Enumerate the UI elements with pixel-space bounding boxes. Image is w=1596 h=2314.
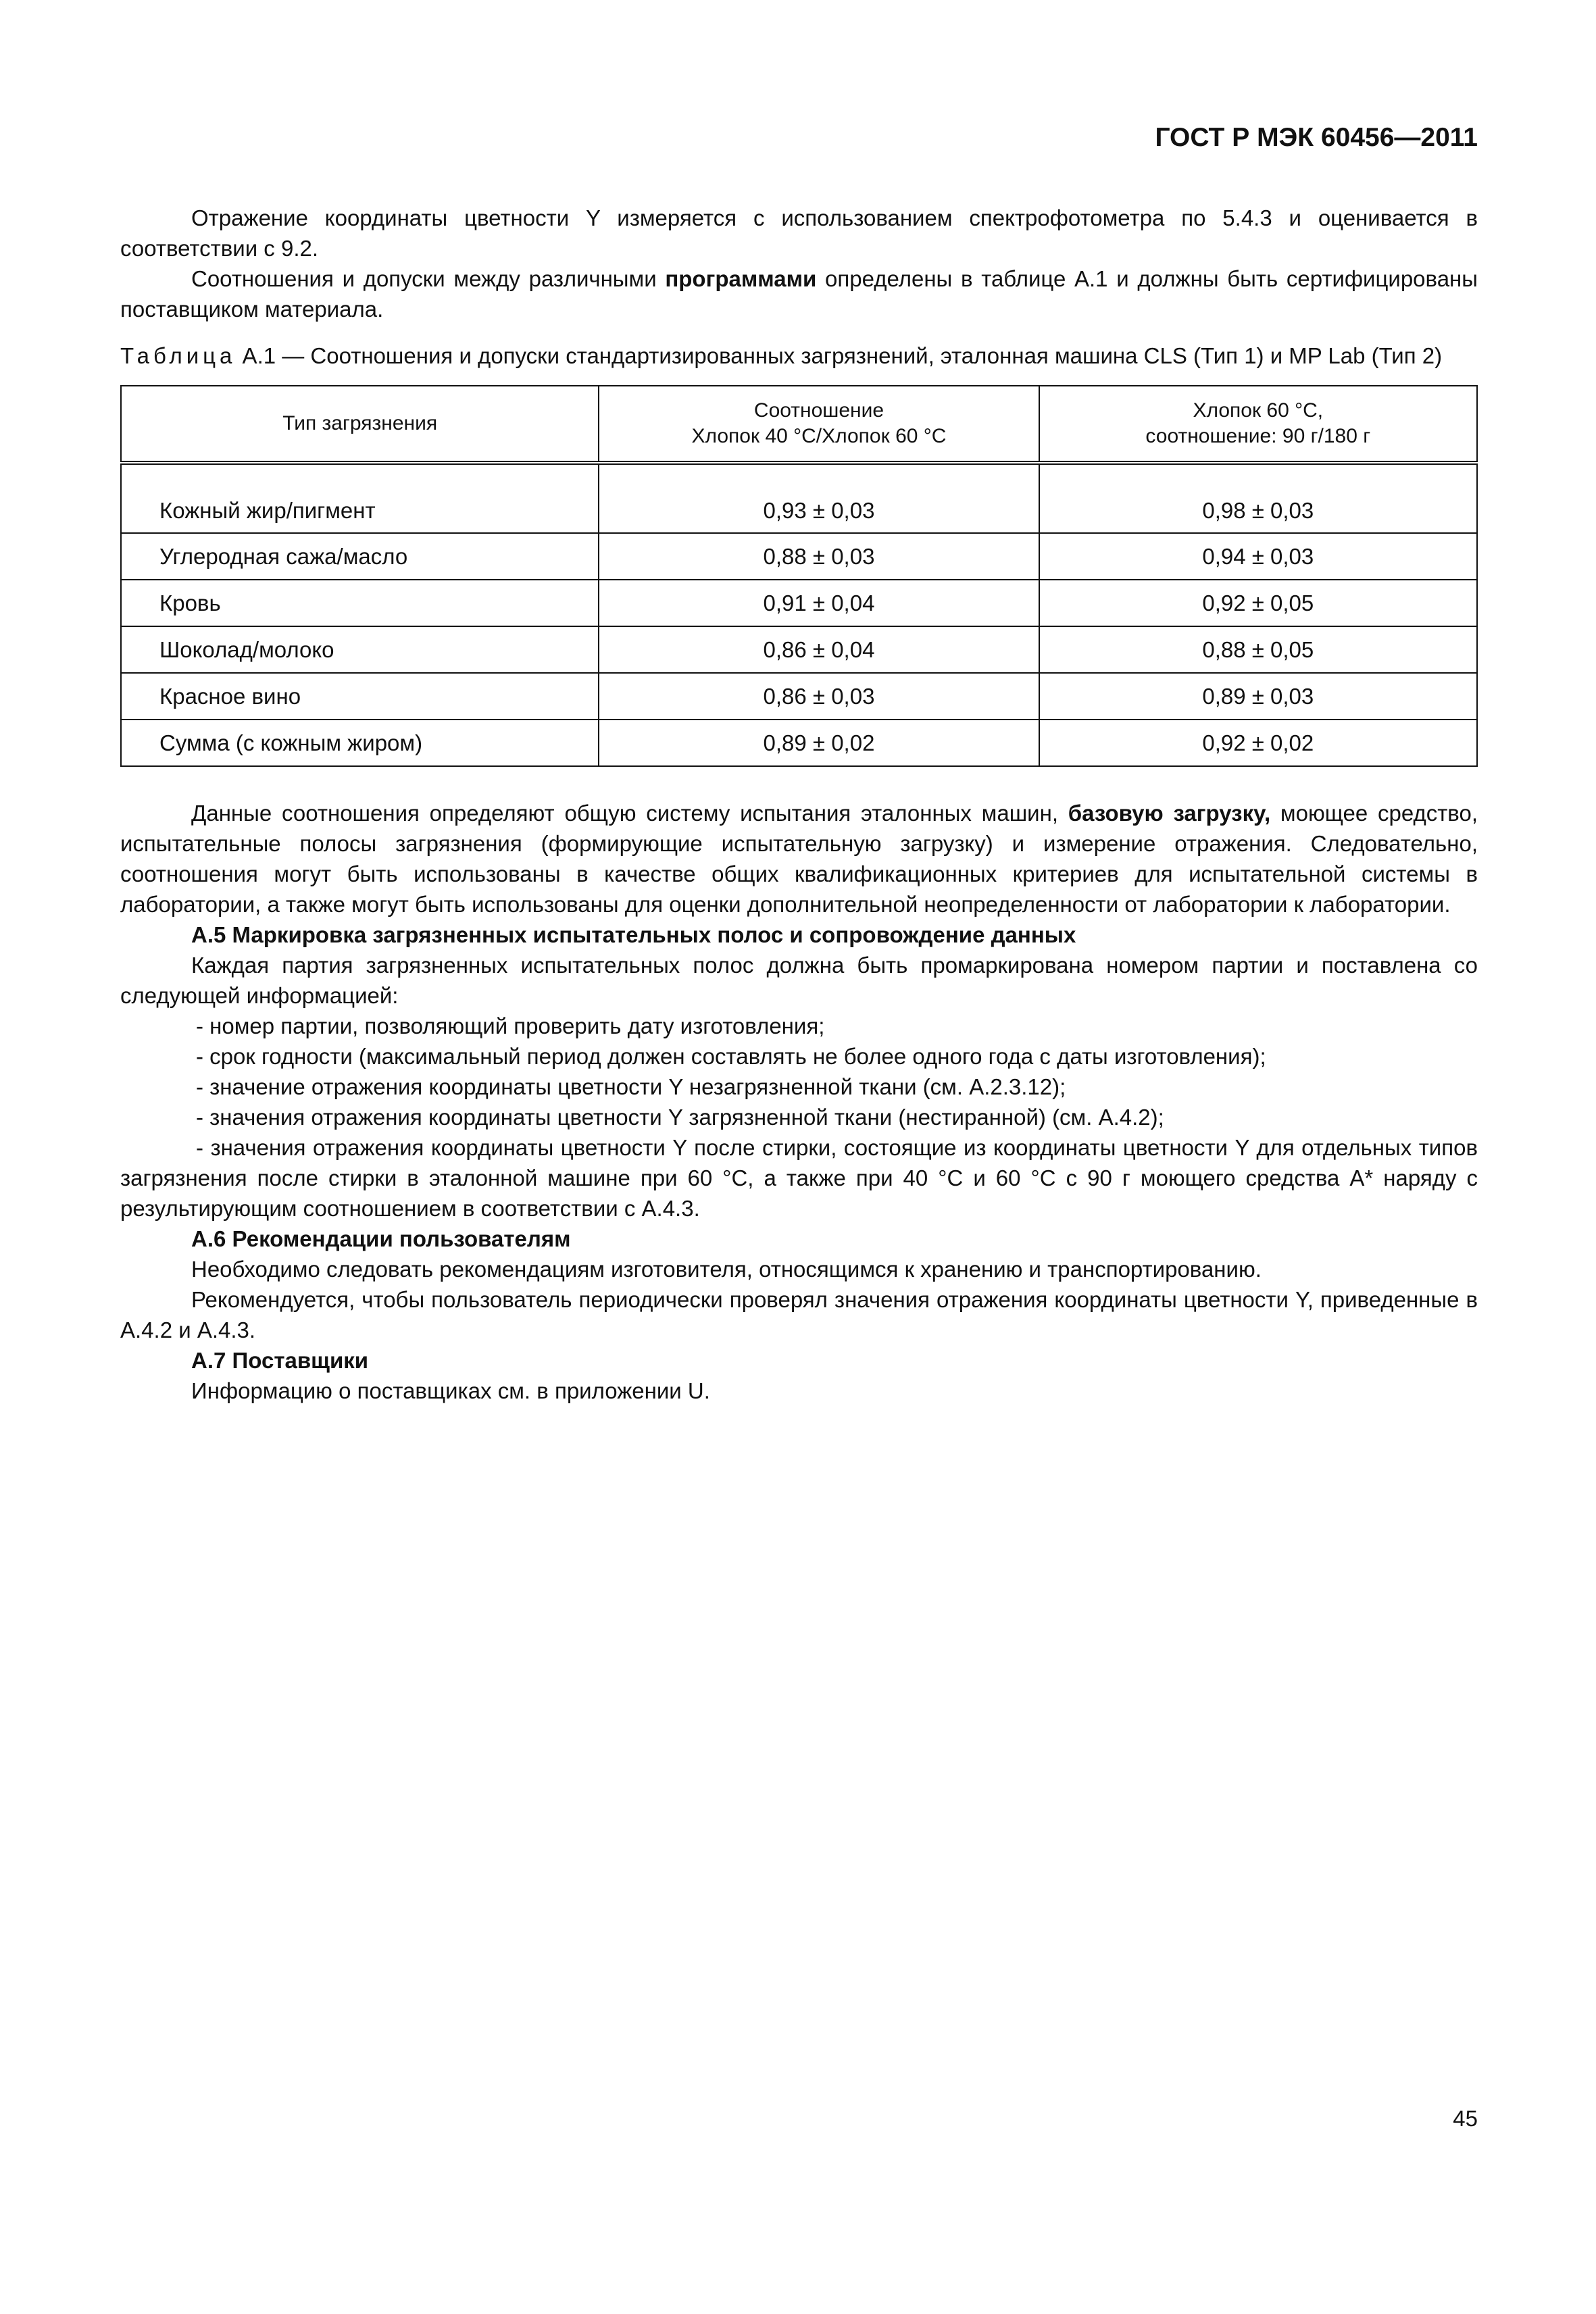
list-item: - номер партии, позволяющий проверить дату изготовления; — [196, 1013, 825, 1038]
cell-ratio: 0,86 ± 0,03 — [599, 673, 1039, 720]
table-row — [121, 673, 1477, 720]
intro-p2-text-end: определены в таблице А.1 и должны быть сертифицированы поставщиком материала. — [120, 266, 1478, 322]
table-header-row — [121, 386, 1477, 463]
table-caption-label: Таблица — [120, 343, 236, 368]
table-row — [121, 720, 1477, 766]
cell-soil-type: Шоколад/молоко — [121, 626, 599, 673]
section-a7-heading: А.7 Поставщики — [191, 1348, 369, 1373]
section-a5-intro: Каждая партия загрязненных испытательных полос должна быть промаркирована номером партии и поставлена со следующей информацией: — [120, 953, 1478, 1008]
after-table-paragraph — [120, 798, 1478, 920]
table-row — [121, 533, 1477, 580]
cell-cotton60: 0,88 ± 0,05 — [1039, 626, 1477, 673]
cell-cotton60: 0,89 ± 0,03 — [1039, 673, 1477, 720]
cell-ratio: 0,86 ± 0,04 — [599, 626, 1039, 673]
after-table-bold-term: базовую загрузку, — [1068, 801, 1271, 826]
cell-cotton60: 0,92 ± 0,02 — [1039, 720, 1477, 766]
table-caption — [120, 341, 1478, 371]
standard-designation: ГОСТ Р МЭК 60456—2011 — [1155, 123, 1478, 152]
cell-cotton60: 0,98 ± 0,03 — [1039, 463, 1477, 533]
table-caption-text: А.1 — Соотношения и допуски стандартизированных загрязнений, эталонная машина CLS (Тип 1) и MP Lab (Тип 2) — [236, 343, 1443, 368]
header-cotton60-line1: Хлопок 60 °С, — [1193, 399, 1324, 422]
list-item: - значения отражения координаты цветности Y после стирки, состоящие из координаты цветности Y для отдельных типов загрязнения после стирки в эталонной машине при 60 °С, а также при 40 °С и 60 °С с 90 г моющего средства А* наряду с результирующим соотношением в соответствии с А.4.3. — [120, 1135, 1478, 1221]
intro-p2-bold-term: программами — [665, 266, 817, 291]
cell-soil-type: Сумма (с кожным жиром) — [121, 720, 599, 766]
list-item: - срок годности (максимальный период должен составлять не более одного года с даты изготовления); — [196, 1044, 1266, 1069]
cell-soil-type: Углеродная сажа/масло — [121, 533, 599, 580]
cell-cotton60: 0,94 ± 0,03 — [1039, 533, 1477, 580]
cell-soil-type: Кровь — [121, 580, 599, 626]
cell-ratio: 0,89 ± 0,02 — [599, 720, 1039, 766]
header-ratio-line2: Хлопок 40 °С/Хлопок 60 °С — [691, 425, 947, 447]
section-a6-paragraph-2: Рекомендуется, чтобы пользователь периодически проверял значения отражения координаты цветности Y, приведенные в А.4.2 и А.4.3. — [120, 1287, 1478, 1342]
section-a5-heading: А.5 Маркировка загрязненных испытательных полос и сопровождение данных — [191, 922, 1076, 947]
cell-soil-type: Кожный жир/пигмент — [121, 463, 599, 533]
header-ratio-line1: Соотношение — [753, 399, 884, 422]
cell-ratio: 0,91 ± 0,04 — [599, 580, 1039, 626]
intro-paragraph-1: Отражение координаты цветности Y измеряется с использованием спектрофотометра по 5.4.3 и оценивается в соответствии с 9.2. — [120, 205, 1478, 261]
cell-ratio: 0,88 ± 0,03 — [599, 533, 1039, 580]
after-table-text: Данные соотношения определяют общую систему испытания эталонных машин, — [191, 801, 1068, 826]
intro-p2-text: Соотношения и допуски между различными — [191, 266, 666, 291]
list-item: - значение отражения координаты цветности Y незагрязненной ткани (см. А.2.3.12); — [196, 1074, 1066, 1099]
cell-ratio: 0,93 ± 0,03 — [599, 463, 1039, 533]
cell-soil-type: Красное вино — [121, 673, 599, 720]
table-row — [121, 580, 1477, 626]
table-row — [121, 463, 1477, 533]
page-number: 45 — [1453, 2106, 1478, 2131]
header-cotton60 — [1039, 386, 1477, 463]
section-a6-paragraph-1: Необходимо следовать рекомендациям изготовителя, относящимся к хранению и транспортированию. — [191, 1257, 1262, 1282]
section-a6-heading: А.6 Рекомендации пользователям — [191, 1226, 571, 1251]
header-cotton60-line2: соотношение: 90 г/180 г — [1145, 425, 1371, 447]
section-a7-paragraph: Информацию о поставщиках см. в приложении U. — [191, 1378, 710, 1403]
intro-paragraph-2 — [120, 263, 1478, 324]
header-ratio — [599, 386, 1039, 463]
soil-ratios-table — [120, 385, 1478, 767]
table-row — [121, 626, 1477, 673]
cell-cotton60: 0,92 ± 0,05 — [1039, 580, 1477, 626]
document-body — [120, 203, 1478, 1406]
header-soil-type — [121, 386, 599, 463]
header-soil-type-label: Тип загрязнения — [282, 412, 438, 434]
list-item: - значения отражения координаты цветности Y загрязненной ткани (нестиранной) (см. А.4.2); — [196, 1105, 1164, 1130]
after-table-text-end: моющее средство, испытательные полосы загрязнения (формирующие испытательную загрузку) и измерение отражения. Следовательно, соотношения могут быть использованы в качестве общих квалификационных критериев для испытательной системы в лаборатории, а также могут быть использованы для оценки дополнительной неопределенности от лаборатории к лаборатории. — [120, 801, 1478, 917]
